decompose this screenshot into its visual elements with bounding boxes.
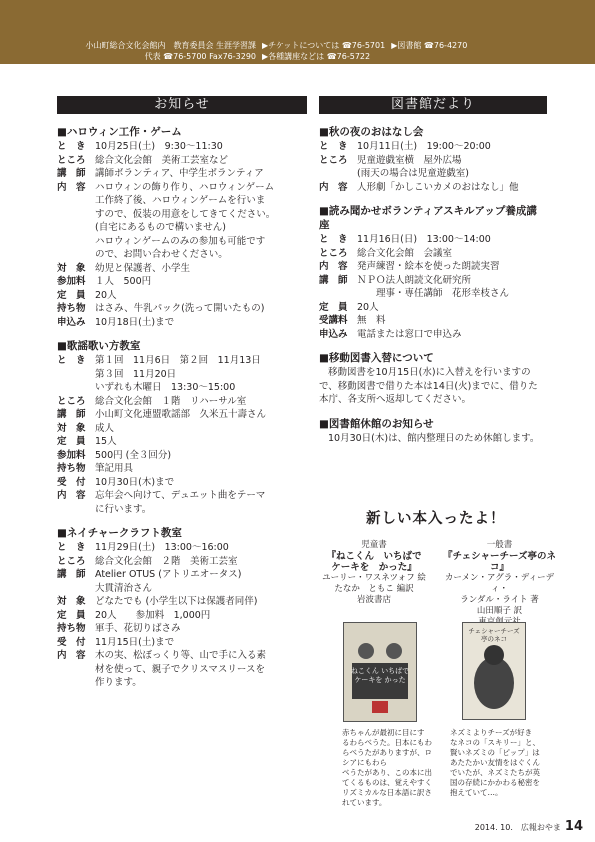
- row-value-line: １人 500円: [95, 276, 152, 287]
- row-label: 受 付: [57, 636, 86, 648]
- row-value: [95, 435, 307, 449]
- row-value-line: どなたでも (小学生以下は保護者同伴): [95, 596, 258, 607]
- row-value: [95, 140, 307, 154]
- section-text: 移動図書を10月15日(水)に入替えを行いますので、移動図書で借りた本は14日(火)までに、借りた本庁、各支所へ返却してください。: [319, 367, 538, 405]
- desc-line: でいたが、ネズミたちが英: [450, 768, 540, 777]
- row-value-line: 軍手、花切りばさみ: [95, 623, 181, 634]
- row-label: と き: [57, 141, 86, 152]
- info-row: [319, 140, 547, 154]
- info-row: [319, 181, 547, 195]
- row-label: 対 象: [57, 422, 86, 434]
- header-rep: 代表 ☎76-5700 Fax76-3290: [144, 52, 256, 61]
- info-row: [319, 154, 547, 181]
- book-title: ケーキを かった』: [331, 562, 417, 573]
- row-value-line: 500円 (全３回分): [95, 449, 172, 461]
- row-label: と き: [57, 355, 86, 366]
- info-row: [57, 649, 307, 690]
- section-title: ■秋の夜のおはなし会: [319, 126, 424, 138]
- row-value-line: 総合文化会館 １階 リハーサル室: [95, 395, 247, 407]
- row-value: [95, 262, 307, 276]
- book-credit: たなか ともこ 編訳: [334, 584, 414, 594]
- row-label: と き: [319, 141, 348, 152]
- info-row: [319, 260, 547, 274]
- row-label: 内 容: [57, 181, 86, 193]
- section-title: ■ハロウィン工作・ゲーム: [57, 126, 182, 138]
- desc-line: 賢いネズミの「ピップ」は: [450, 748, 540, 757]
- info-row: [57, 489, 307, 516]
- info-row: [57, 140, 307, 154]
- mobile-library-section: [319, 351, 547, 407]
- row-value-line: 木の実、松ぼっくり等、山で手に入る素: [95, 650, 267, 661]
- book-1-info: [312, 540, 436, 606]
- row-value-line: 児童遊戯室横 屋外広場: [357, 154, 462, 166]
- row-label: 持ち物: [57, 463, 86, 474]
- row-value: [357, 247, 547, 261]
- info-row: [57, 302, 307, 316]
- header-org: 小山町総合文化会館内 教育委員会 生涯学習課: [85, 41, 256, 50]
- row-value-line: 第３回 11月20日: [95, 368, 177, 380]
- row-value: [357, 140, 547, 154]
- book-title: 『ねこくん いちばで: [326, 551, 422, 562]
- row-label: ところ: [319, 154, 348, 166]
- row-value: [95, 609, 307, 623]
- row-value: [95, 181, 307, 262]
- row-value-line: 材を使って、親子でクリスマスリースを: [95, 663, 265, 675]
- row-value-line: 筆記用具: [95, 463, 134, 474]
- row-value: [357, 274, 547, 301]
- info-row: [57, 395, 307, 409]
- row-value: [95, 541, 307, 555]
- row-value: [95, 555, 307, 569]
- info-row: [57, 568, 307, 595]
- row-value: [357, 328, 547, 342]
- row-label: 定 員: [57, 436, 86, 447]
- info-row: [57, 435, 307, 449]
- row-value: [95, 649, 307, 690]
- info-row: [57, 595, 307, 609]
- header-band: [0, 0, 595, 64]
- cover-title: ねこくん いちばで ケーキを かった: [350, 667, 410, 684]
- book-2-desc: [450, 728, 546, 798]
- row-label: 持ち物: [57, 623, 86, 634]
- notice-section: [57, 339, 307, 516]
- library-column: [319, 96, 547, 455]
- section-title: ■歌謡歌い方教室: [57, 340, 141, 352]
- row-label: 受講料: [319, 315, 348, 326]
- info-row: [57, 167, 307, 181]
- row-value-line: 電話または窓口で申込み: [357, 328, 462, 340]
- row-label: 講 師: [319, 274, 348, 286]
- row-value-line: 幼児と保護者、小学生: [95, 262, 191, 274]
- notices-heading: お知らせ: [57, 96, 307, 114]
- row-value-line: 成人: [95, 422, 115, 434]
- row-label: 申込み: [57, 316, 86, 328]
- info-row: [57, 181, 307, 262]
- row-value: [357, 181, 547, 195]
- row-value-line: すので、仮装の用意をしてきてください。: [95, 208, 276, 220]
- info-row: [319, 328, 547, 342]
- ticket-phone: ▶チケットについては ☎76-5701: [262, 41, 386, 50]
- row-value-line: 無 料: [357, 315, 386, 326]
- desc-line: 国の存続にかかわる秘密を: [450, 778, 540, 787]
- row-value-line: Atelier OTUS (アトリエオータス): [95, 569, 242, 580]
- courses-phone: ▶各種講座などは ☎76-5722: [262, 52, 371, 61]
- row-value: [95, 422, 307, 436]
- row-value-line: 総合文化会館 美術工芸室など: [95, 154, 229, 166]
- row-label: 内 容: [319, 261, 348, 272]
- page-footer: [475, 819, 583, 834]
- row-label: ところ: [57, 555, 86, 567]
- row-label: 持ち物: [57, 303, 86, 314]
- section-title: ■移動図書入替について: [319, 352, 434, 364]
- row-label: 申込み: [319, 328, 348, 340]
- page-number: 14: [564, 819, 583, 834]
- info-row: [57, 422, 307, 436]
- row-value-line: いずれも木曜日 13:30〜15:00: [95, 382, 236, 393]
- book-category: 児童書: [361, 540, 387, 550]
- info-row: [319, 314, 547, 328]
- row-value-line: ので、お問い合わせください。: [95, 249, 228, 260]
- row-label: 受 付: [57, 476, 86, 488]
- info-row: [57, 316, 307, 330]
- row-value-line: はさみ、牛乳パック(洗って開いたもの): [95, 303, 265, 314]
- row-label: 定 員: [57, 609, 86, 621]
- row-value: [95, 316, 307, 330]
- row-label: ところ: [319, 247, 348, 259]
- row-value-line: 小山町文化連盟歌謡部 久米五十壽さん: [95, 409, 267, 420]
- row-label: 講 師: [57, 409, 86, 420]
- row-value: [357, 233, 547, 247]
- row-label: 講 師: [57, 569, 86, 580]
- header-contact: [60, 40, 256, 62]
- closed-notice-section: [319, 417, 547, 446]
- info-row: [57, 289, 307, 303]
- info-row: [57, 262, 307, 276]
- desc-line: れています。: [342, 798, 387, 807]
- book-1-cover: [343, 622, 417, 722]
- row-value-line: 10月30日(木)まで: [95, 476, 175, 488]
- row-value: [95, 354, 307, 395]
- row-value: [95, 275, 307, 289]
- notices-column: [57, 96, 307, 700]
- desc-line: 赤ちゃんが最初に目にす: [342, 728, 425, 737]
- info-row: [319, 247, 547, 261]
- row-value: [95, 636, 307, 650]
- desc-line: てくるものは、覚えやすく: [342, 778, 432, 787]
- row-value-line: ハロウィンの飾り作り、ハロウィンゲーム: [95, 181, 275, 193]
- book-category: 一般書: [486, 540, 513, 550]
- row-value: [95, 476, 307, 490]
- book-title: 『チェシャーチーズ亭のネコ』: [442, 551, 557, 573]
- desc-line: あたたかい友情をはぐくん: [450, 758, 540, 767]
- info-row: [57, 354, 307, 395]
- row-value-line: 11月29日(土) 13:00〜16:00: [95, 542, 229, 553]
- row-label: 参加料: [57, 449, 86, 461]
- cover-title: チェシャーチーズ亭のネコ: [468, 627, 520, 643]
- row-value-line: 20人: [95, 289, 117, 301]
- section-text: 10月30日(木)は、館内整理日のため休館します。: [328, 432, 540, 444]
- row-value: [95, 395, 307, 409]
- desc-line: 抱えていて…。: [450, 788, 503, 797]
- info-row: [57, 609, 307, 623]
- row-label: 内 容: [57, 650, 86, 661]
- row-value: [357, 154, 547, 181]
- row-value-line: 20人: [357, 301, 379, 313]
- row-label: 定 員: [57, 289, 86, 301]
- row-value-line: 作ります。: [95, 677, 142, 688]
- desc-line: リズミカルな日本語に訳さ: [342, 788, 432, 797]
- info-row: [57, 408, 307, 422]
- desc-line: らべうたがありますが、ロシアにもわら: [342, 748, 432, 767]
- row-value-line: 20人 参加料 1,000円: [95, 609, 211, 621]
- desc-line: べうたがあり、この本に出: [342, 768, 432, 777]
- info-row: [57, 476, 307, 490]
- info-row: [57, 555, 307, 569]
- book-credit: 山田順子 訳: [476, 606, 523, 616]
- row-label: ところ: [57, 395, 86, 407]
- info-row: [57, 154, 307, 168]
- book-publisher: 岩波書店: [356, 595, 391, 605]
- row-label: ところ: [57, 154, 86, 166]
- row-value-line: ＮＰＯ法人朗読文化研究所: [357, 274, 472, 286]
- row-label: 定 員: [319, 301, 348, 313]
- book-1-desc: [342, 728, 434, 808]
- row-label: 内 容: [57, 490, 86, 501]
- row-value: [95, 154, 307, 168]
- new-books-heading: 新しい本入ったよ！: [366, 511, 506, 527]
- row-value-line: 忘年会へ向けて、デュエット曲をテーマ: [95, 490, 266, 501]
- row-value: [95, 289, 307, 303]
- desc-line: るわらべうた。日本にもわ: [342, 738, 432, 747]
- info-row: [57, 622, 307, 636]
- info-row: [319, 301, 547, 315]
- row-value: [95, 595, 307, 609]
- library-heading: 図書館だより: [319, 96, 547, 114]
- row-value-line: 10月11日(土) 19:00〜20:00: [357, 141, 491, 152]
- library-phone: ▶図書館 ☎76-4270: [391, 41, 468, 50]
- info-row: [57, 449, 307, 463]
- header-phones: [262, 40, 473, 62]
- row-value-line: 10月25日(土) 9:30〜11:30: [95, 141, 223, 152]
- info-row: [319, 233, 547, 247]
- row-value-line: 11月15日(土)まで: [95, 636, 175, 648]
- info-row: [57, 636, 307, 650]
- issue-label: 2014. 10. 広報おやま: [474, 823, 561, 832]
- row-value: [357, 301, 547, 315]
- row-value: [95, 449, 307, 463]
- row-value: [357, 260, 547, 274]
- row-value: [95, 408, 307, 422]
- section-title: ■読み聞かせボランティアスキルアップ養成講座: [319, 205, 537, 231]
- row-value-line: (自宅にあるもので構いません): [95, 222, 226, 233]
- book-credit: ランダル・ライト 著: [460, 595, 539, 605]
- row-value: [95, 568, 307, 595]
- info-row: [57, 541, 307, 555]
- row-value-line: 10月18日(土)まで: [95, 316, 175, 328]
- row-value-line: に行います。: [95, 503, 152, 515]
- notice-section: [319, 125, 547, 194]
- row-value-line: 講師ボランティア、中学生ボランティア: [95, 168, 264, 179]
- row-value: [95, 167, 307, 181]
- row-value-line: 総合文化会館 ２階 美術工芸室: [95, 555, 238, 567]
- book-2-cover: [462, 622, 526, 720]
- row-value-line: 第１回 11月6日 第２回 11月13日: [95, 355, 261, 366]
- book-credit: カーメン・アグラ・ディーディ・: [444, 573, 555, 594]
- section-title: ■図書館休館のお知らせ: [319, 417, 434, 430]
- row-value-line: 総合文化会館 会議室: [357, 247, 453, 259]
- info-row: [57, 275, 307, 289]
- row-value-line: (雨天の場合は児童遊戯室): [357, 168, 469, 179]
- section-title: ■ネイチャークラフト教室: [57, 527, 182, 539]
- info-row: [319, 274, 547, 301]
- row-value-line: 発声練習・絵本を使った朗読実習: [357, 261, 500, 272]
- desc-line: ネズミよりチーズが好き: [450, 728, 533, 737]
- row-value-line: ハロウィンゲームのみの参加も可能です: [95, 235, 266, 247]
- row-value: [95, 622, 307, 636]
- row-label: と き: [57, 542, 86, 553]
- row-value-line: 人形劇「かしこいカメのおはなし」他: [357, 181, 519, 193]
- row-value: [357, 314, 547, 328]
- row-label: と き: [319, 234, 348, 245]
- row-value-line: 工作終了後、ハロウィンゲームを行いま: [95, 195, 266, 206]
- book-credit: ユーリー・ワスネツォフ 絵: [322, 573, 426, 583]
- notice-section: [57, 125, 307, 329]
- row-label: 対 象: [57, 262, 86, 274]
- row-value-line: 理事・専任講師 花形幸枝さん: [357, 288, 510, 299]
- notice-section: [57, 526, 307, 690]
- row-value: [95, 462, 307, 476]
- row-label: 内 容: [319, 181, 348, 193]
- row-value-line: 大貫清治さん: [95, 582, 153, 594]
- row-label: 対 象: [57, 596, 86, 607]
- row-value-line: 11月16日(日) 13:00〜14:00: [357, 234, 491, 245]
- row-value: [95, 302, 307, 316]
- desc-line: なネコの「スキリー」と、: [450, 738, 540, 747]
- row-label: 参加料: [57, 276, 86, 287]
- book-2-info: [442, 540, 557, 628]
- row-label: 講 師: [57, 168, 86, 179]
- row-value: [95, 489, 307, 516]
- row-value-line: 15人: [95, 436, 117, 447]
- notice-section: [319, 204, 547, 341]
- info-row: [57, 462, 307, 476]
